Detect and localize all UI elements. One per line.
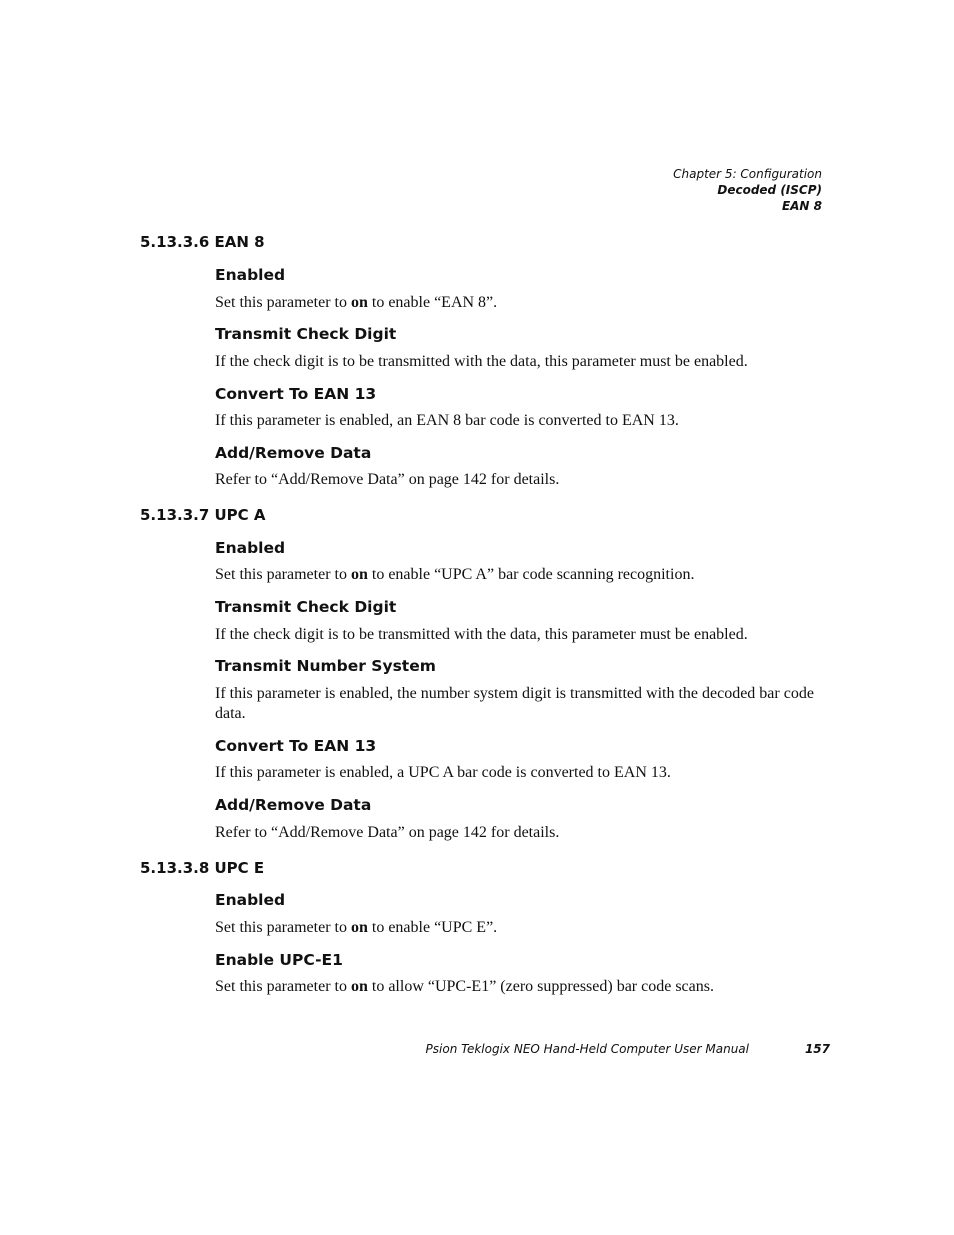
bold-value: on	[350, 294, 368, 311]
text: to enable “UPC E”.	[367, 919, 498, 936]
subheading-enabled: Enabled	[215, 539, 286, 557]
paragraph: If this parameter is enabled, the number system digit is transmitted with the decoded bar code data.	[215, 685, 814, 722]
page-number: 157	[804, 1042, 830, 1056]
subheading-add-remove-data: Add/Remove Data	[215, 444, 372, 462]
paragraph: Refer to “Add/Remove Data” on page 142 for details.	[215, 824, 560, 841]
text: to enable “UPC A” bar code scanning recognition.	[367, 566, 695, 583]
paragraph: Refer to “Add/Remove Data” on page 142 for details.	[215, 471, 560, 488]
paragraph: If this parameter is enabled, a UPC A bar code is converted to EAN 13.	[215, 764, 671, 781]
header-chapter: Chapter 5: Configuration	[673, 167, 822, 181]
text: Set this parameter to	[215, 978, 351, 995]
subheading-add-remove-data: Add/Remove Data	[215, 796, 372, 814]
text: to allow “UPC-E1” (zero suppressed) bar code scans.	[367, 978, 714, 995]
paragraph	[215, 918, 815, 938]
section-title-ean8: 5.13.3.6 EAN 8	[140, 233, 265, 251]
subheading-enable-upc-e1: Enable UPC-E1	[215, 951, 343, 969]
text: Set this parameter to	[215, 919, 351, 936]
paragraph: If this parameter is enabled, an EAN 8 bar code is converted to EAN 13.	[215, 412, 679, 429]
text: to enable “EAN 8”.	[367, 294, 498, 311]
subheading-enabled: Enabled	[215, 266, 286, 284]
running-header	[673, 166, 822, 214]
text: Set this parameter to	[215, 294, 351, 311]
header-topic: EAN 8	[781, 199, 822, 213]
footer-manual-title: Psion Teklogix NEO Hand-Held Computer User Manual	[425, 1042, 749, 1056]
subheading-enabled: Enabled	[215, 891, 286, 909]
subheading-transmit-check-digit: Transmit Check Digit	[215, 598, 397, 616]
section-title-upce: 5.13.3.8 UPC E	[140, 859, 265, 877]
section-title-upca: 5.13.3.7 UPC A	[140, 506, 266, 524]
bold-value: on	[350, 566, 368, 583]
subheading-transmit-check-digit: Transmit Check Digit	[215, 325, 397, 343]
subheading-convert-ean13: Convert To EAN 13	[215, 385, 377, 403]
paragraph	[215, 293, 815, 313]
text: Set this parameter to	[215, 566, 351, 583]
header-section: Decoded (ISCP)	[717, 183, 822, 197]
paragraph	[215, 977, 815, 997]
subheading-convert-ean13: Convert To EAN 13	[215, 737, 377, 755]
paragraph	[215, 565, 815, 585]
subheading-transmit-number-system: Transmit Number System	[215, 657, 436, 675]
paragraph: If the check digit is to be transmitted with the data, this parameter must be enabled.	[215, 626, 748, 643]
paragraph: If the check digit is to be transmitted with the data, this parameter must be enabled.	[215, 353, 748, 370]
bold-value: on	[350, 978, 368, 995]
bold-value: on	[350, 919, 368, 936]
